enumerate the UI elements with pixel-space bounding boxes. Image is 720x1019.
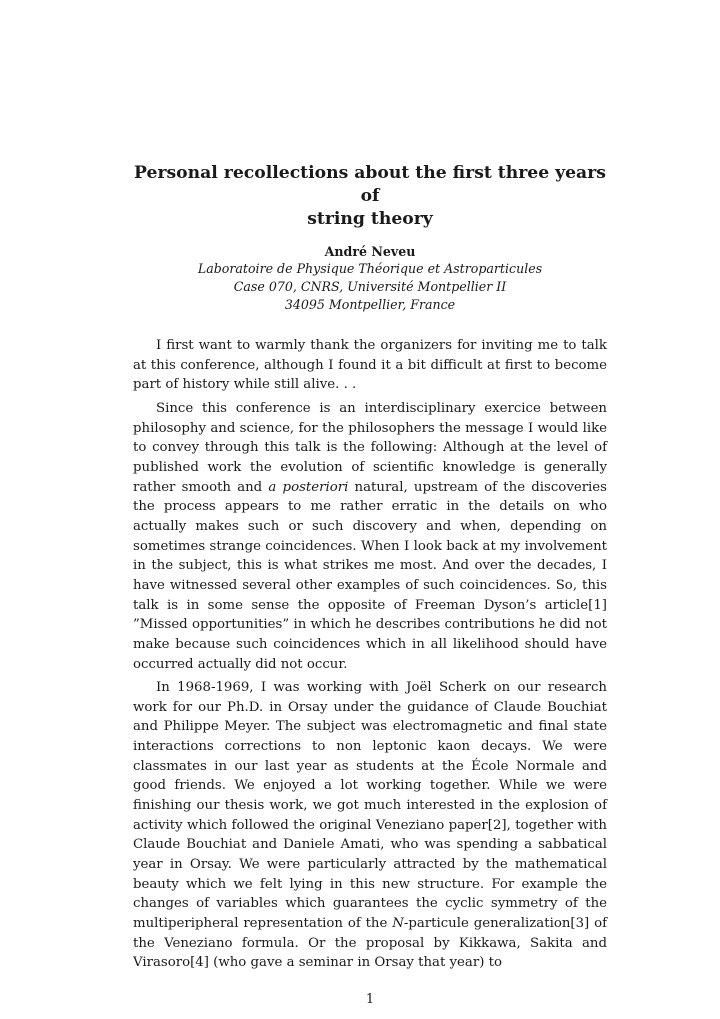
- paper-title: [129, 162, 611, 231]
- paper-page: [133, 162, 608, 1007]
- affiliation-line-2: Case 070, CNRS, Université Montpellier II: [233, 279, 507, 294]
- body-text: [133, 336, 607, 973]
- paragraph-2-text-a: Since this conference is an interdisciplinary exercice between philosophy and science, for the philosophers the message I would like to convey through this talk is the following: Although at the level of published work the evolution of scientific knowledge is generally rather smooth and: [133, 400, 607, 495]
- paragraph-3-text-b: -particule generalization[3] of the Veneziano formula. Or the proposal by Kikkawa, Sakita and Virasoro[4] (who gave a seminar in Orsay that year) to: [133, 916, 607, 971]
- affiliation-line-1: Laboratoire de Physique Théorique et Astroparticules: [197, 261, 543, 276]
- paragraph-2-emphasis: a posteriori: [268, 479, 349, 495]
- title-line-1: Personal recollections about the first three years of: [134, 163, 606, 206]
- paragraph-1: [133, 336, 607, 395]
- title-line-2: string theory: [307, 209, 433, 229]
- affiliation-block: [133, 260, 607, 314]
- paragraph-3-text-a: In 1968-1969, I was working with Joël Scherk on our research work for our Ph.D. in Orsay under the guidance of Claude Bouchiat and Philippe Meyer. The subject was electromagnetic and final state interactions corrections to non leptonic kaon decays. We were classmates in our last year as students at the École Normale and good friends. We enjoyed a lot working together. While we were finishing our thesis work, we got much interested in the explosion of activity which followed the original Veneziano paper[2], together with Claude Bouchiat and Daniele Amati, who was spending a sabbatical year in Orsay. We were particularly attracted by the mathematical beauty which we felt lying in this new structure. For example the changes of variables which guarantees the cyclic symmetry of the multiperipheral representation of the: [133, 680, 607, 932]
- author-name: André Neveu: [324, 244, 416, 259]
- page-number: 1: [365, 992, 375, 1007]
- paragraph-3: [133, 678, 607, 973]
- paragraph-1-text: I first want to warmly thank the organizers for inviting me to talk at this conference, although I found it a bit difficult at first to become part of history while still alive. . .: [133, 338, 607, 393]
- paragraph-2: [133, 399, 607, 674]
- paragraph-3-emphasis: N: [392, 916, 404, 932]
- paragraph-2-text-b: natural, upstream of the discoveries the process appears to me rather erratic in the details on who actually makes such or such discovery and when, depending on sometimes strange coincidences. When I look back at my involvement in the subject, this is what strikes me most. And over the decades, I have witnessed several other examples of such coincidences. So, this talk is in some sense the opposite of Freeman Dyson’s article[1] ”Missed opportunities” in which he describes contributions he did not make because such coincidences which in all likelihood should have occurred actually did not occur.: [133, 479, 608, 672]
- affiliation-line-3: 34095 Montpellier, France: [284, 297, 456, 312]
